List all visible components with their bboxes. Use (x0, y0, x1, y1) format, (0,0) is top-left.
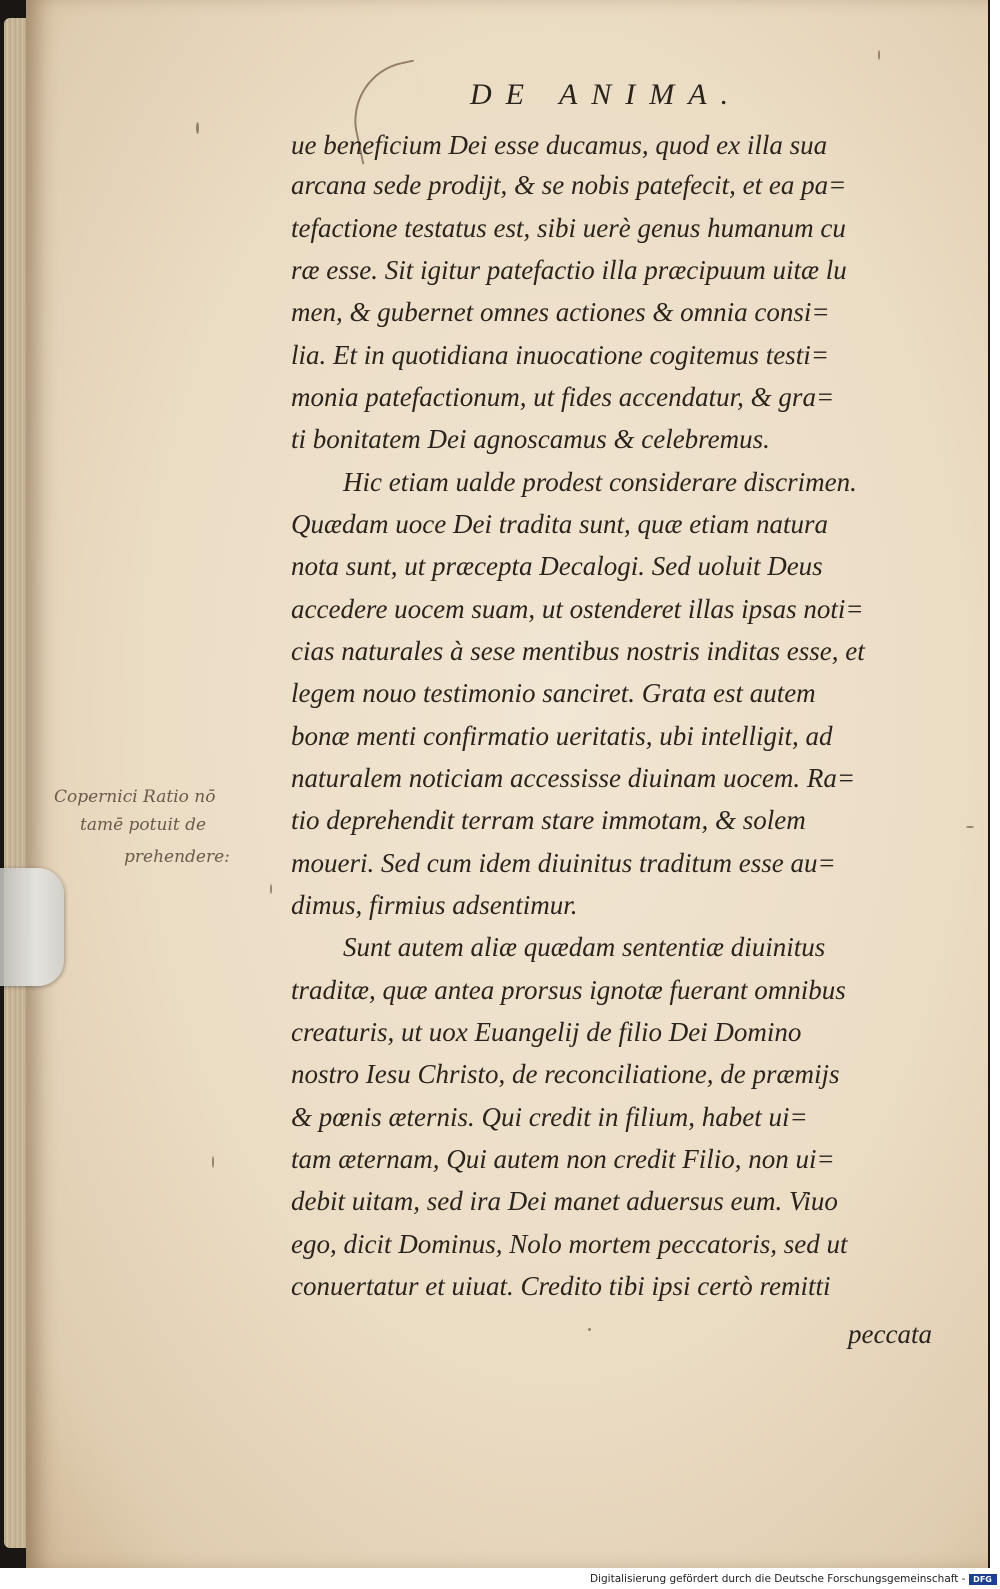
ink-speck (196, 122, 199, 134)
text-line: accedere uocem suam, ut ostenderet illas ipsas noti= (291, 594, 864, 624)
text-line: dimus, firmius adsentimur. (291, 890, 578, 920)
digitization-footer (590, 1569, 990, 1589)
text-line: moueri. Sed cum idem diuinitus traditum esse au= (291, 848, 836, 878)
catchword: peccata (848, 1319, 932, 1349)
text-line: bonæ menti confirmatio ueritatis, ubi intelligit, ad (291, 721, 833, 751)
text-line: ræ esse. Sit igitur patefactio illa præcipuum uitæ lu (291, 255, 847, 285)
text-line: cias naturales à sese mentibus nostris inditas esse, et (291, 636, 865, 666)
marginalia-line: Copernici Ratio nō (54, 787, 216, 807)
text-line: Quædam uoce Dei tradita sunt, quæ etiam natura (291, 509, 828, 539)
text-line: debit uitam, sed ira Dei manet aduersus eum. Viuo (291, 1186, 838, 1216)
text-line: nota sunt, ut præcepta Decalogi. Sed uoluit Deus (291, 551, 823, 581)
marginalia-line: prehendere: (124, 847, 230, 867)
text-line: ue beneficium Dei esse ducamus, quod ex illa sua (291, 130, 828, 160)
text-line: conuertatur et uiuat. Credito tibi ipsi certò remitti (291, 1271, 831, 1301)
text-line: tam æternam, Qui autem non credit Filio, non ui= (291, 1144, 835, 1174)
text-line: men, & gubernet omnes actiones & omnia consi= (291, 297, 830, 327)
text-line: tio deprehendit terram stare immotam, & solem (291, 805, 806, 835)
text-line: naturalem noticiam accessisse diuinam uocem. Ra= (291, 763, 856, 793)
text-line: arcana sede prodijt, & se nobis patefecit, et ea pa= (291, 170, 847, 200)
text-line: tefactione testatus est, sibi uerè genus humanum cu (291, 213, 846, 243)
book-clip (0, 868, 64, 986)
text-line: ti bonitatem Dei agnoscamus & celebremus. (291, 424, 770, 454)
text-line: traditæ, quæ antea prorsus ignotæ fuerant omnibus (291, 975, 846, 1005)
ink-speck (588, 1328, 591, 1331)
text-line: ego, dicit Dominus, Nolo mortem peccatoris, sed ut (291, 1229, 848, 1259)
dfg-logo: DFG (969, 1574, 997, 1585)
text-line: Sunt autem aliæ quædam sententiæ diuinitus (343, 932, 826, 962)
ink-speck (212, 1156, 214, 1168)
running-head: DE ANIMA. (470, 78, 743, 111)
text-line: legem nouo testimonio sanciret. Grata est autem (291, 678, 816, 708)
ink-speck (878, 50, 880, 60)
text-line: & pœnis æternis. Qui credit in filium, habet ui= (291, 1102, 808, 1132)
marginalia-line: tamē potuit de (80, 815, 207, 835)
text-line: lia. Et in quotidiana inuocatione cogitemus testi= (291, 340, 829, 370)
footer-text: Digitalisierung gefördert durch die Deutsche Forschungsgemeinschaft - (590, 1573, 966, 1585)
text-line: Hic etiam ualde prodest considerare discrimen. (343, 467, 857, 497)
text-line: nostro Iesu Christo, de reconciliatione, de præmijs (291, 1059, 840, 1089)
ink-speck (270, 884, 272, 894)
text-line: creaturis, ut uox Euangelij de filio Dei Domino (291, 1017, 802, 1047)
ink-speck (966, 826, 974, 828)
text-line: monia patefactionum, ut fides accendatur, & gra= (291, 382, 835, 412)
